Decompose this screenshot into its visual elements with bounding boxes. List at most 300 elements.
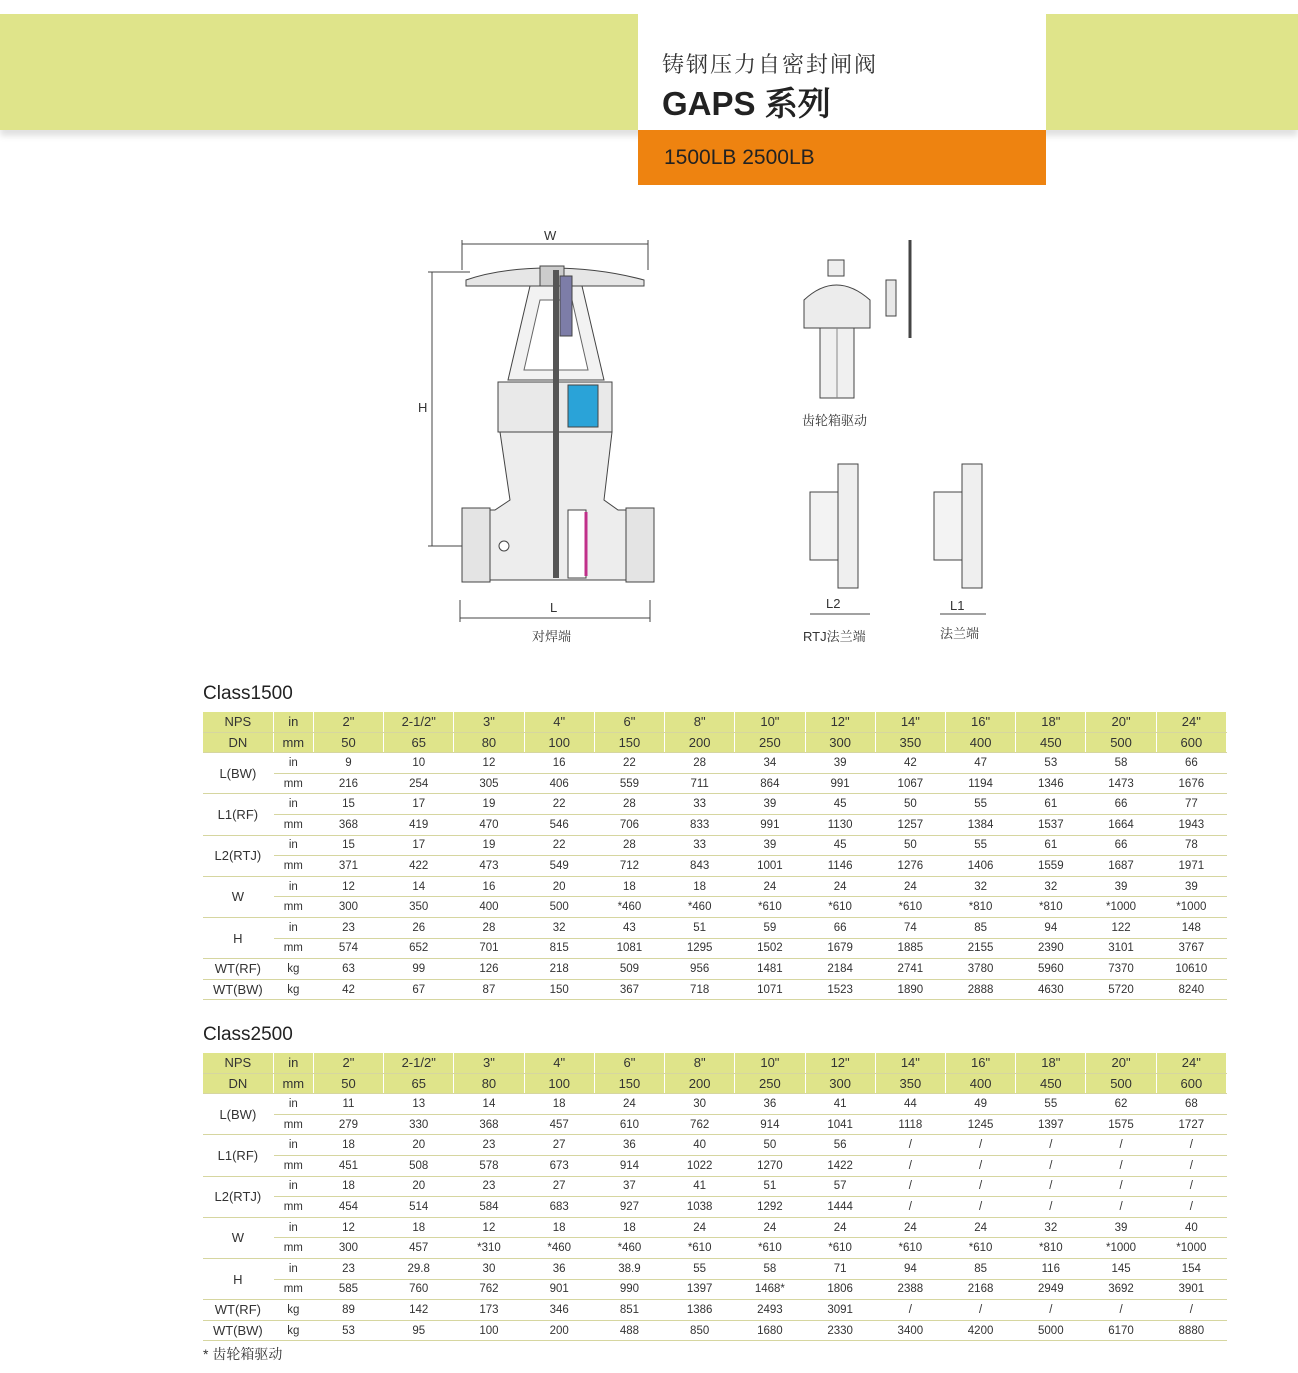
table-cell: 1481 — [735, 959, 805, 980]
table-row — [203, 1258, 1227, 1279]
row-label: L1(RF) — [203, 1135, 273, 1176]
table-cell: *460 — [665, 897, 735, 918]
table-cell: 8880 — [1156, 1320, 1226, 1341]
table-cell: / — [1086, 1197, 1156, 1218]
table-cell: 1245 — [945, 1114, 1015, 1135]
table-cell: 457 — [524, 1114, 594, 1135]
table-cell: 2388 — [875, 1279, 945, 1300]
header-cell: 100 — [524, 1073, 594, 1094]
table-header-row — [203, 1073, 1227, 1094]
table-cell: 15 — [313, 794, 383, 815]
table-cell: 63 — [313, 959, 383, 980]
table-cell: 145 — [1086, 1258, 1156, 1279]
table-cell: 18 — [594, 1217, 664, 1238]
pressure-rating: 1500LB 2500LB — [664, 146, 815, 169]
header-cell: 10" — [735, 712, 805, 732]
table-cell: 254 — [384, 773, 454, 794]
row-label: WT(BW) — [203, 979, 273, 1000]
table-cell: 20 — [384, 1176, 454, 1197]
row-label: WT(BW) — [203, 1320, 273, 1341]
row-unit: in — [273, 1176, 313, 1197]
header-cell: 24" — [1156, 1053, 1226, 1073]
table-row — [203, 917, 1227, 938]
row-label: W — [203, 1217, 273, 1258]
table-row — [203, 773, 1227, 794]
table-cell: 24 — [805, 876, 875, 897]
table-cell: 701 — [454, 938, 524, 959]
table-cell: 1397 — [665, 1279, 735, 1300]
table-cell: 11 — [313, 1094, 383, 1115]
table-cell: 5960 — [1016, 959, 1086, 980]
table-cell: 12 — [454, 753, 524, 774]
table-cell: 22 — [524, 794, 594, 815]
table-cell: 1386 — [665, 1300, 735, 1321]
table-row — [203, 897, 1227, 918]
table-row — [203, 794, 1227, 815]
header-cell: 4" — [524, 712, 594, 732]
row-unit: mm — [273, 938, 313, 959]
table-row — [203, 1279, 1227, 1300]
table-cell: 454 — [313, 1197, 383, 1218]
row-unit: in — [273, 1094, 313, 1115]
table-cell: 39 — [805, 753, 875, 774]
table-cell: 22 — [524, 835, 594, 856]
header-unit: in — [273, 1053, 313, 1073]
table-cell: 122 — [1086, 917, 1156, 938]
header-unit: in — [273, 712, 313, 732]
header-unit: mm — [273, 732, 313, 753]
table-cell: 150 — [524, 979, 594, 1000]
header-label: DN — [203, 1073, 273, 1094]
table-cell: 45 — [805, 835, 875, 856]
row-label: L1(RF) — [203, 794, 273, 835]
table-cell: / — [1156, 1197, 1226, 1218]
header-cell: 200 — [665, 1073, 735, 1094]
table-cell: 843 — [665, 856, 735, 877]
table-cell: 406 — [524, 773, 594, 794]
table-cell: *310 — [454, 1238, 524, 1259]
table-cell: 41 — [665, 1176, 735, 1197]
table-cell: 1676 — [1156, 773, 1226, 794]
table-cell: 488 — [594, 1320, 664, 1341]
table-cell: 2741 — [875, 959, 945, 980]
header-cell: 150 — [594, 732, 664, 753]
table-cell: 85 — [945, 917, 1015, 938]
table-row — [203, 856, 1227, 877]
table-cell: 4200 — [945, 1320, 1015, 1341]
header-cell: 8" — [665, 1053, 735, 1073]
table-cell: 508 — [384, 1155, 454, 1176]
table-cell: 36 — [735, 1094, 805, 1115]
table-cell: 422 — [384, 856, 454, 877]
table-cell: *460 — [594, 897, 664, 918]
table-cell: *610 — [875, 1238, 945, 1259]
table-cell: 50 — [875, 794, 945, 815]
header-cell: 450 — [1016, 1073, 1086, 1094]
table-row — [203, 938, 1227, 959]
row-unit: kg — [273, 1300, 313, 1321]
table-cell: *610 — [665, 1238, 735, 1259]
table-cell: 53 — [313, 1320, 383, 1341]
table-cell: 13 — [384, 1094, 454, 1115]
table-cell: 40 — [665, 1135, 735, 1156]
table-cell: / — [945, 1300, 1015, 1321]
table-cell: 17 — [384, 794, 454, 815]
table-cell: 3101 — [1086, 938, 1156, 959]
header-cell: 350 — [875, 1073, 945, 1094]
table-cell: 1468* — [735, 1279, 805, 1300]
table-cell: 24 — [735, 1217, 805, 1238]
table-cell: 12 — [313, 1217, 383, 1238]
header-label: DN — [203, 732, 273, 753]
header-cell: 300 — [805, 1073, 875, 1094]
table-cell: 1067 — [875, 773, 945, 794]
table-cell: 1943 — [1156, 814, 1226, 835]
class2500-title: Class2500 — [203, 1024, 293, 1045]
header-cell: 50 — [313, 732, 383, 753]
table-cell: 37 — [594, 1176, 664, 1197]
table-cell: 218 — [524, 959, 594, 980]
header-cell: 600 — [1156, 1073, 1226, 1094]
table-cell: 1727 — [1156, 1114, 1226, 1135]
table-cell: 346 — [524, 1300, 594, 1321]
table-cell: 32 — [524, 917, 594, 938]
table-cell: 74 — [875, 917, 945, 938]
table-cell: / — [1016, 1135, 1086, 1156]
table-cell: / — [945, 1197, 1015, 1218]
table-cell: 85 — [945, 1258, 1015, 1279]
table-cell: / — [945, 1176, 1015, 1197]
table-cell: 56 — [805, 1135, 875, 1156]
header-cell: 12" — [805, 712, 875, 732]
table-cell: 18 — [313, 1176, 383, 1197]
table-cell: / — [1016, 1197, 1086, 1218]
table-cell: 851 — [594, 1300, 664, 1321]
table-cell: 66 — [805, 917, 875, 938]
header-cell: 600 — [1156, 732, 1226, 753]
table-cell: 400 — [454, 897, 524, 918]
table-cell: 2155 — [945, 938, 1015, 959]
table-cell: 43 — [594, 917, 664, 938]
table-cell: 87 — [454, 979, 524, 1000]
table-cell: 350 — [384, 897, 454, 918]
table-cell: 55 — [945, 835, 1015, 856]
table-cell: *1000 — [1156, 897, 1226, 918]
table-cell: / — [875, 1155, 945, 1176]
table-cell: 546 — [524, 814, 594, 835]
table-cell: 10 — [384, 753, 454, 774]
table-cell: 68 — [1156, 1094, 1226, 1115]
table-cell: 901 — [524, 1279, 594, 1300]
table-cell: 610 — [594, 1114, 664, 1135]
table-cell: 24 — [875, 876, 945, 897]
header-cell: 100 — [524, 732, 594, 753]
table-cell: 451 — [313, 1155, 383, 1176]
table-cell: *610 — [945, 1238, 1015, 1259]
table-cell: 1444 — [805, 1197, 875, 1218]
table-header-row — [203, 1053, 1227, 1073]
table-cell: 18 — [384, 1217, 454, 1238]
table-cell: 1971 — [1156, 856, 1226, 877]
row-unit: in — [273, 917, 313, 938]
table-cell: 23 — [454, 1135, 524, 1156]
table-cell: 61 — [1016, 794, 1086, 815]
table-cell: 19 — [454, 794, 524, 815]
header-cell: 80 — [454, 1073, 524, 1094]
table-cell: 712 — [594, 856, 664, 877]
table-cell: / — [1086, 1300, 1156, 1321]
table-cell: 17 — [384, 835, 454, 856]
header-cell: 8" — [665, 712, 735, 732]
header-label: NPS — [203, 1053, 273, 1073]
table-cell: 279 — [313, 1114, 383, 1135]
table-cell: / — [1086, 1135, 1156, 1156]
table-cell: 77 — [1156, 794, 1226, 815]
table-cell: 148 — [1156, 917, 1226, 938]
table-cell: 500 — [524, 897, 594, 918]
table-cell: 1537 — [1016, 814, 1086, 835]
dim-label-l1: L1 — [950, 598, 965, 613]
table-cell: 99 — [384, 959, 454, 980]
table-cell: *1000 — [1086, 897, 1156, 918]
table-cell: 1276 — [875, 856, 945, 877]
table-cell: 12 — [313, 876, 383, 897]
table-cell: / — [1016, 1176, 1086, 1197]
header-cell: 250 — [735, 732, 805, 753]
table-row — [203, 1238, 1227, 1259]
table-cell: 473 — [454, 856, 524, 877]
table-cell: / — [945, 1155, 1015, 1176]
row-unit: in — [273, 794, 313, 815]
row-label: L2(RTJ) — [203, 835, 273, 876]
header-cell: 4" — [524, 1053, 594, 1073]
table-cell: 457 — [384, 1238, 454, 1259]
table-cell: / — [1156, 1176, 1226, 1197]
row-unit: mm — [273, 773, 313, 794]
table-cell: 514 — [384, 1197, 454, 1218]
table-cell: 18 — [524, 1094, 594, 1115]
table-cell: 1001 — [735, 856, 805, 877]
table-cell: *1000 — [1086, 1238, 1156, 1259]
table-cell: 18 — [594, 876, 664, 897]
table-cell: 760 — [384, 1279, 454, 1300]
row-unit: mm — [273, 1238, 313, 1259]
table-cell: 95 — [384, 1320, 454, 1341]
header-cell: 3" — [454, 712, 524, 732]
table-row — [203, 1217, 1227, 1238]
table-cell: 44 — [875, 1094, 945, 1115]
table-cell: / — [875, 1176, 945, 1197]
table-cell: 33 — [665, 794, 735, 815]
table-cell: 2888 — [945, 979, 1015, 1000]
table-cell: *610 — [875, 897, 945, 918]
table-cell: 66 — [1086, 794, 1156, 815]
header-cell: 10" — [735, 1053, 805, 1073]
table-cell: 39 — [735, 794, 805, 815]
table-cell: 419 — [384, 814, 454, 835]
table-cell: 1041 — [805, 1114, 875, 1135]
table-cell: 28 — [594, 835, 664, 856]
table-cell: / — [945, 1135, 1015, 1156]
table-cell: 42 — [313, 979, 383, 1000]
table-cell: 154 — [1156, 1258, 1226, 1279]
table-cell: 36 — [594, 1135, 664, 1156]
table-cell: 47 — [945, 753, 1015, 774]
table-cell: 1146 — [805, 856, 875, 877]
table-cell: 18 — [665, 876, 735, 897]
table-cell: 29.8 — [384, 1258, 454, 1279]
table-cell: 470 — [454, 814, 524, 835]
table-cell: 1687 — [1086, 856, 1156, 877]
table-cell: 126 — [454, 959, 524, 980]
row-unit: in — [273, 876, 313, 897]
header-cell: 2" — [313, 712, 383, 732]
table-cell: 67 — [384, 979, 454, 1000]
table-cell: 15 — [313, 835, 383, 856]
table-cell: 509 — [594, 959, 664, 980]
row-unit: mm — [273, 1114, 313, 1135]
table-cell: *460 — [594, 1238, 664, 1259]
header-cell: 250 — [735, 1073, 805, 1094]
table-cell: 683 — [524, 1197, 594, 1218]
header-cell: 18" — [1016, 712, 1086, 732]
table-cell: 14 — [384, 876, 454, 897]
table-cell: 26 — [384, 917, 454, 938]
table-cell: 3400 — [875, 1320, 945, 1341]
row-label: L2(RTJ) — [203, 1176, 273, 1217]
table-cell: 1406 — [945, 856, 1015, 877]
table-cell: 833 — [665, 814, 735, 835]
table-cell: / — [1156, 1135, 1226, 1156]
table-cell: 94 — [875, 1258, 945, 1279]
header-cell: 2" — [313, 1053, 383, 1073]
table-cell: 28 — [594, 794, 664, 815]
table-cell: 173 — [454, 1300, 524, 1321]
caption-gear-drive: 齿轮箱驱动 — [802, 413, 868, 428]
table-cell: 39 — [1156, 876, 1226, 897]
table-cell: 200 — [524, 1320, 594, 1341]
table-cell: 1397 — [1016, 1114, 1086, 1135]
table-cell: 51 — [735, 1176, 805, 1197]
table-cell: 1885 — [875, 938, 945, 959]
table-cell: 23 — [313, 917, 383, 938]
dim-label-l: L — [550, 600, 558, 615]
caption-flange: 法兰端 — [940, 626, 980, 641]
table-cell: 58 — [1086, 753, 1156, 774]
table-cell: 1295 — [665, 938, 735, 959]
header-cell: 14" — [875, 712, 945, 732]
table-cell: 24 — [805, 1217, 875, 1238]
table-cell: 6170 — [1086, 1320, 1156, 1341]
table-cell: 718 — [665, 979, 735, 1000]
table-cell: 16 — [524, 753, 594, 774]
table-cell: 2390 — [1016, 938, 1086, 959]
table-cell: 1081 — [594, 938, 664, 959]
table-cell: / — [875, 1197, 945, 1218]
row-label: W — [203, 876, 273, 917]
header-cell: 500 — [1086, 732, 1156, 753]
table-cell: / — [1016, 1300, 1086, 1321]
table-cell: 1270 — [735, 1155, 805, 1176]
table-row — [203, 1114, 1227, 1135]
table-cell: 4630 — [1016, 979, 1086, 1000]
table-cell: 16 — [454, 876, 524, 897]
table-cell: 38.9 — [594, 1258, 664, 1279]
header-cell: 200 — [665, 732, 735, 753]
table-cell: 30 — [454, 1258, 524, 1279]
header-cell: 350 — [875, 732, 945, 753]
row-label: WT(RF) — [203, 959, 273, 980]
table-cell: 584 — [454, 1197, 524, 1218]
caption-butt-weld: 对焊端 — [532, 629, 572, 644]
table-cell: 706 — [594, 814, 664, 835]
table-cell: 914 — [594, 1155, 664, 1176]
table-cell: 3692 — [1086, 1279, 1156, 1300]
table-cell: 39 — [735, 835, 805, 856]
table-cell: 71 — [805, 1258, 875, 1279]
table-cell: 1022 — [665, 1155, 735, 1176]
table-cell: 914 — [735, 1114, 805, 1135]
table-cell: 18 — [313, 1135, 383, 1156]
table-cell: 55 — [945, 794, 1015, 815]
row-unit: in — [273, 1258, 313, 1279]
table-cell: 50 — [735, 1135, 805, 1156]
table-row — [203, 1176, 1227, 1197]
table-cell: 1679 — [805, 938, 875, 959]
table-cell: 927 — [594, 1197, 664, 1218]
table-cell: 762 — [454, 1279, 524, 1300]
table-row — [203, 1135, 1227, 1156]
table-cell: 23 — [313, 1258, 383, 1279]
table-cell: 20 — [524, 876, 594, 897]
table-cell: 19 — [454, 835, 524, 856]
row-label: H — [203, 917, 273, 958]
table-cell: 41 — [805, 1094, 875, 1115]
row-unit: mm — [273, 897, 313, 918]
table-cell: 1575 — [1086, 1114, 1156, 1135]
table-cell: 40 — [1156, 1217, 1226, 1238]
table-cell: *610 — [805, 1238, 875, 1259]
table-cell: *610 — [805, 897, 875, 918]
table-cell: 94 — [1016, 917, 1086, 938]
header-cell: 14" — [875, 1053, 945, 1073]
header-cell: 400 — [945, 1073, 1015, 1094]
header-cell: 300 — [805, 732, 875, 753]
table-cell: 3091 — [805, 1300, 875, 1321]
table-cell: *610 — [735, 897, 805, 918]
table-cell: 24 — [945, 1217, 1015, 1238]
table-cell: 1118 — [875, 1114, 945, 1135]
table-cell: 28 — [454, 917, 524, 938]
header-label: NPS — [203, 712, 273, 732]
table-cell: / — [1156, 1155, 1226, 1176]
table-cell: 1422 — [805, 1155, 875, 1176]
row-label: L(BW) — [203, 1094, 273, 1135]
header-cell: 65 — [384, 1073, 454, 1094]
table-cell: 24 — [875, 1217, 945, 1238]
row-unit: kg — [273, 1320, 313, 1341]
table-cell: *810 — [945, 897, 1015, 918]
header-cell: 20" — [1086, 712, 1156, 732]
header-cell: 50 — [313, 1073, 383, 1094]
table-cell: / — [875, 1300, 945, 1321]
table-cell: 28 — [665, 753, 735, 774]
table-cell: 53 — [1016, 753, 1086, 774]
footnote: * 齿轮箱驱动 — [203, 1346, 283, 1362]
table-cell: 864 — [735, 773, 805, 794]
table-cell: 14 — [454, 1094, 524, 1115]
table-cell: 762 — [665, 1114, 735, 1135]
